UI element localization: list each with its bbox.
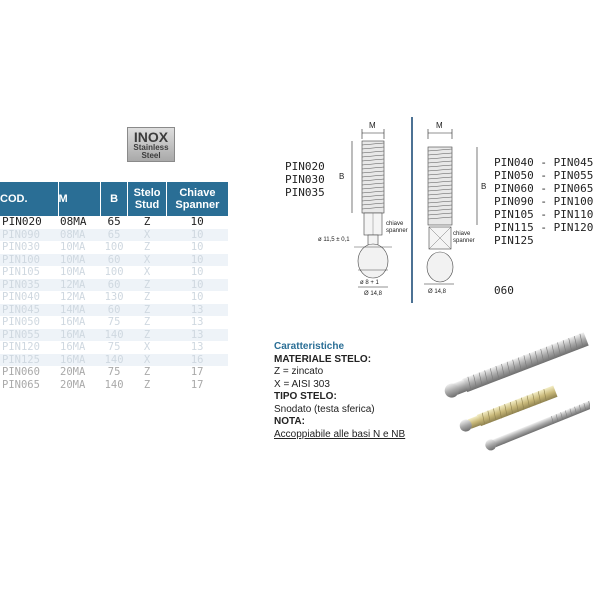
cell-m: 08MA xyxy=(60,215,87,228)
b-label-right: B xyxy=(481,182,487,191)
table-row xyxy=(0,266,228,279)
cell-m: 16MA xyxy=(60,341,86,353)
cell-stud: X xyxy=(143,266,151,278)
material-z: Z = zincato xyxy=(274,366,324,377)
header-m: M xyxy=(58,182,100,216)
cell-code: PIN100 xyxy=(0,254,58,267)
cell-key: 13 xyxy=(190,341,204,353)
cell-b: 130 xyxy=(104,291,124,303)
table-row xyxy=(0,329,228,342)
dim-148-left: Ø 14,8 xyxy=(364,291,383,297)
cell-stud: Z xyxy=(143,378,151,391)
product-photo xyxy=(430,332,590,462)
table-row xyxy=(0,304,228,317)
cell-m: 08MA xyxy=(58,229,100,242)
cell-key: 10 xyxy=(190,266,204,278)
cell-stud: Z xyxy=(143,241,151,253)
right-code-3: PIN090 - PIN100 xyxy=(494,195,594,208)
cell-code: PIN030 xyxy=(2,241,40,253)
cell-b: 60 xyxy=(100,279,127,292)
table-row xyxy=(0,316,228,329)
material-label: MATERIALE STELO: xyxy=(274,353,372,365)
cell-code: PIN050 xyxy=(2,316,40,328)
cell-m: 16MA xyxy=(60,316,86,328)
header-b: B xyxy=(100,182,127,216)
cell-key: 17 xyxy=(190,366,204,378)
cell-b: 140 xyxy=(100,354,127,367)
cell-b: 60 xyxy=(100,254,127,267)
cell-b: 60 xyxy=(100,304,127,317)
table-row xyxy=(0,366,228,379)
m-label-right: M xyxy=(436,121,443,130)
cell-code: PIN065 xyxy=(2,378,40,391)
dim-11: ø 11,5 ± 0,1 xyxy=(318,237,350,243)
cell-code: PIN105 xyxy=(2,266,40,278)
cell-b: 100 xyxy=(104,241,124,253)
cell-m: 20MA xyxy=(60,366,86,378)
cell-b: 75 xyxy=(107,366,121,378)
left-code-2: PIN035 xyxy=(285,186,325,199)
right-code-5: PIN115 - PIN120 xyxy=(494,221,594,234)
inox-stainless-badge xyxy=(127,127,175,162)
badge-title: INOX xyxy=(133,129,169,145)
right-codes xyxy=(494,156,593,247)
type-value: Snodato (testa sferica) xyxy=(274,403,375,415)
cell-code: PIN125 xyxy=(0,354,58,367)
pin-drawing xyxy=(300,115,500,305)
cell-key: 10 xyxy=(190,291,204,303)
right-code-2: PIN060 - PIN065 xyxy=(494,182,594,195)
cell-key: 10 xyxy=(166,279,228,292)
cell-b: 100 xyxy=(104,266,124,278)
key-label-right: chiave spanner xyxy=(453,231,475,244)
cell-code: PIN090 xyxy=(0,229,58,242)
table-row xyxy=(0,341,228,354)
badge-line1: Stainless xyxy=(133,143,169,152)
cell-key: 13 xyxy=(190,316,204,328)
cell-b: 75 xyxy=(107,316,121,328)
right-code-4: PIN105 - PIN110 xyxy=(494,208,594,221)
cell-b: 65 xyxy=(100,229,127,242)
code-fragment: 060 xyxy=(494,284,514,297)
type-label: TIPO STELO: xyxy=(274,391,337,402)
cell-stud: Z xyxy=(143,215,151,228)
table-row xyxy=(0,229,228,242)
right-code-1: PIN050 - PIN055 xyxy=(494,169,594,182)
cell-stud: Z xyxy=(128,329,167,342)
left-code-1: PIN030 xyxy=(285,173,325,186)
badge-line2: Steel xyxy=(141,151,161,160)
cell-key: 13 xyxy=(166,329,228,342)
cell-code: PIN055 xyxy=(0,329,58,342)
right-code-0: PIN040 - PIN045 xyxy=(494,156,594,169)
cell-stud: X xyxy=(143,341,151,353)
b-label-left: B xyxy=(339,172,345,181)
spec-table xyxy=(0,182,228,391)
table-row xyxy=(0,379,228,392)
characteristics-title: Caratteristiche xyxy=(274,341,345,352)
cell-m: 10MA xyxy=(60,266,86,278)
m-label-left: M xyxy=(369,121,376,130)
table-row xyxy=(0,241,228,254)
cell-stud: Z xyxy=(128,304,167,317)
cell-stud: Z xyxy=(143,291,151,303)
table-header-row xyxy=(0,182,228,216)
note-value: Accoppiabile alle basi N e NB xyxy=(274,428,406,440)
cell-stud: Z xyxy=(143,316,151,328)
cell-m: 14MA xyxy=(58,304,100,317)
cell-key: 10 xyxy=(166,229,228,242)
cell-stud: X xyxy=(128,254,167,267)
cell-b: 140 xyxy=(100,329,127,342)
cell-key: 10 xyxy=(190,215,204,228)
cell-b: 75 xyxy=(107,341,121,353)
cell-code: PIN040 xyxy=(2,291,40,303)
material-x: X = AISI 303 xyxy=(274,378,330,390)
header-key: Chiave Spanner xyxy=(166,182,228,216)
table-row xyxy=(0,254,228,267)
table-row xyxy=(0,291,228,304)
cell-m: 10MA xyxy=(60,241,86,253)
cell-b: 140 xyxy=(104,378,124,391)
cell-key: 16 xyxy=(166,354,228,367)
cell-m: 16MA xyxy=(58,329,100,342)
dim-148-right: Ø 14,8 xyxy=(428,289,447,295)
cell-code: PIN060 xyxy=(2,366,40,378)
cell-stud: X xyxy=(128,229,167,242)
cell-key: 10 xyxy=(190,241,204,253)
table-row xyxy=(0,279,228,292)
dim-8: ø 8 + 1 xyxy=(360,280,379,286)
cell-m: 12MA xyxy=(58,279,100,292)
cell-code: PIN120 xyxy=(2,341,40,353)
key-label-left: chiave spanner xyxy=(386,221,408,234)
cell-m: 16MA xyxy=(58,354,100,367)
cell-m: 12MA xyxy=(60,291,86,303)
cell-stud: X xyxy=(128,354,167,367)
cell-stud: Z xyxy=(143,366,151,378)
right-code-6: PIN125 xyxy=(494,234,534,247)
cell-code: PIN045 xyxy=(0,304,58,317)
cell-stud: Z xyxy=(128,279,167,292)
cell-b: 65 xyxy=(107,215,121,228)
header-stud: Stelo Stud xyxy=(128,182,167,216)
header-code: COD. xyxy=(0,182,58,216)
note-label: NOTA: xyxy=(274,416,305,427)
cell-key: 10 xyxy=(166,254,228,267)
left-code-0: PIN020 xyxy=(285,160,325,173)
cell-key: 17 xyxy=(190,378,204,391)
table-row xyxy=(0,216,228,229)
cell-m: 10MA xyxy=(58,254,100,267)
table-row xyxy=(0,354,228,367)
cell-code: PIN020 xyxy=(2,215,42,228)
cell-m: 20MA xyxy=(60,378,86,391)
cell-code: PIN035 xyxy=(0,279,58,292)
cell-key: 13 xyxy=(166,304,228,317)
